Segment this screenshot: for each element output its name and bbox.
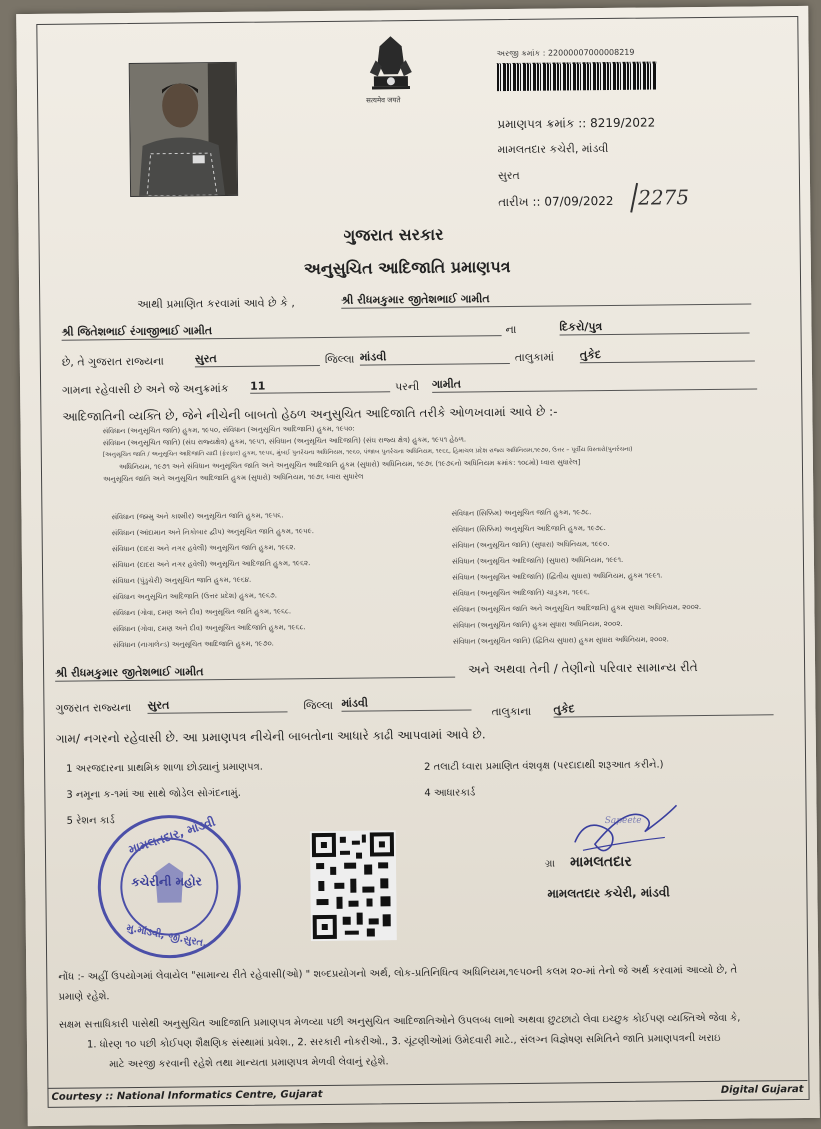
qr-code	[310, 830, 397, 941]
signatory-prefix: ગ્રા	[545, 858, 555, 870]
handwritten-number: 2275	[638, 185, 690, 210]
order-item: સંવિધાન (અનુસૂચિત જાતિ) (સુધારા) અધિનિયમ, ૧૯૯૦.	[451, 539, 610, 550]
application-number: અરજી ક્રમાંક : 22000007000008219	[496, 47, 635, 59]
resident-name: શ્રી રીધમકુમાર જીતેશભાઈ ગામીત	[55, 663, 455, 682]
order-item: સંવિધાન (પુંડુચેરી) અનુસૂચિત જાતિ હુકમ, ૧૯૬૪.	[112, 575, 252, 586]
certificate-title: અનુસુચિત આદિજાતિ પ્રમાણપત્ર	[303, 257, 511, 279]
serial-number: 11	[250, 378, 390, 393]
note-line: માટે અરજી કરવાની રહેશે તથા માન્યતા પ્રમાણપત્ર મેળવી લેવાનું રહેશે.	[109, 1056, 389, 1071]
tribe-value: ગામીત	[432, 374, 757, 392]
document-item: 1 અરજદારના પ્રાથમિક શાળા છોડ્યાનું પ્રમાણપત્ર.	[66, 761, 263, 775]
signature	[564, 797, 685, 858]
district-label: જિલ્લા	[324, 352, 355, 366]
issuing-district: સુરત	[497, 168, 520, 183]
order-line: અધિનિયમ, ૧૯૭૧ અને સંવિધાન અનુસૂચિત જાતિ અને અનુસૂચિત આદિજાતિ હુકમ (સુધારો) અધિનિયમ, ૧૯૭૬ (૧૯૭૬નો અધિનિયમ ક્રમાંક: ૧૦૮મો) ધ્વારા સુધારેલ]	[118, 458, 581, 472]
taluka-value: માંડવી	[360, 349, 510, 366]
tribe-text: આદિજાતિની વ્યક્તિ છે, જેને નીચેની બાબતો હેઠળ અનુસુચિત આદિજાતિ તરીકે ઓળખવામાં આવે છે :-	[62, 404, 558, 424]
issuing-office: મામલતદાર કચેરી, માંડવી	[497, 141, 609, 157]
order-line: અનુસૂચિત જાતિ અને અનુસૂચિત આદિજાતિ હુકમ (સુધારો) અધિનિયમ, ૧૯૭૬ ધ્વારા સુધારેલ	[103, 472, 364, 484]
family-text: અને અથવા તેની / તેણીનો પરિવાર સામાન્ય રીતે	[468, 660, 698, 677]
village-value: તુકેદ	[580, 346, 755, 363]
government-title: ગુજરાત સરકાર	[343, 224, 444, 245]
order-item: સંવિધાન (અનુસૂચિત આદિજાતિ) ચાડુકમ, ૧૯૯૬.	[452, 588, 590, 598]
certificate-number: પ્રમાણપત્ર ક્રમાંક :: 8219/2022	[497, 115, 656, 132]
certify-text: આથી પ્રમાણિત કરવામાં આવે છે કે ,	[137, 296, 295, 311]
order-item: સંવિધાન (ગોવા, દમણ અને દીવ) અનુસૂચિત આદિજાતિ હુકમ, ૧૯૬૮.	[112, 623, 306, 634]
order-line: [અનુસૂચિત જાતિ / અનુસૂચિત આદિજાતિ યાદી (ફેરફાર) હુકમ, ૧૯૫૬, મુંબઈ પુનર્રચના અધિનિયમ, ૧૯૬૦, પંજાબ પુનર્રચના અધિનિયમ, ૧૯૬૬, હિમાચલ પ્રદેશ રાજ્ય અધિનિયમ,૧૯૭૦, ઉત્તર – પૂર્વીય વિસ્તારો(પુનર્રચના)	[102, 445, 633, 459]
barcode	[497, 61, 657, 91]
certificate-page	[16, 6, 820, 1126]
order-line: સંવિધાન (અનુસૂચિત જાતિ) હુકમ, ૧૯૫૦, સંવિધાન (અનુસૂચિત આદિજાતિ) હુકમ, ૧૯૫૦:	[102, 424, 355, 436]
tribe-label: પરની	[395, 379, 420, 394]
emblem-motto: सत्यमेव जयते	[366, 96, 401, 105]
document-item: 2 તલાટી ધ્વારા પ્રમાણિત વંશવૃક્ષ (પરદાદાથી શરૂઆત કરીને.)	[424, 759, 664, 773]
order-item: સંવિધાન (નાગાલેન્ડ) અનુસૂચિત આદિજાતિ હુકમ, ૧૯૭૦.	[112, 639, 274, 650]
order-item: સંવિધાન અનુસૂચિત આદિજાતિ (ઉત્તર પ્રદેશ) હુકમ, ૧૯૬૭.	[112, 591, 278, 602]
order-item: સંવિધાન (સિક્કિમ) અનુસૂચિત આદિજાતિ હુકમ, ૧૯૭૮.	[451, 524, 606, 534]
office-seal-stamp	[95, 812, 245, 962]
applicant-name: શ્રી રીધમકુમાર જીતેશભાઈ ગામીત	[341, 289, 751, 308]
signature-text: Sapeete	[604, 815, 642, 827]
residence-district-value: સુરત	[147, 697, 287, 713]
residence-village-value: તુકેદ	[553, 700, 773, 717]
father-name: શ્રી જિતેશભાઈ રંગાજીભાઈ ગામીત	[61, 321, 501, 341]
document-item: 4 આધારકાર્ડ	[424, 787, 476, 799]
order-item: સંવિધાન (જમ્મુ અને કાશ્મીર) અનુસૂચિત જાતિ હુકમ, ૧૯૫૬.	[111, 511, 284, 522]
relation-value: દિકરો/પુત્ર	[559, 319, 749, 336]
note-line: સક્ષમ સત્તાધિકારી પાસેથી અનુસુચિત આદિજાતિ પ્રમાણપત્ર મેળવ્યા પછી અનુસુચિત આદિજાતિઓને ઉપલબ્ધ લાભો અથવા છુટછાટો લેવા ઇચ્છુક કોઈપણ વ્યક્તિએ જેવા કે,	[58, 1012, 741, 1031]
issue-date: તારીખ :: 07/09/2022	[498, 193, 614, 210]
footer-brand: Digital Gujarat	[720, 1083, 804, 1096]
stamp-bottom-text: મુ.માંડવી, જી.સુરત.	[125, 922, 208, 950]
document-item: 3 નમૂના ક-૧માં આ સાથે જોડેલ સોગંદનામું.	[66, 787, 241, 801]
order-item: સંવિધાન (અનુસૂચિત જાતિ અને અનુસૂચિત આદિજાતિ) હુકમ સુધારા અધિનિયમ, ૨૦૦૨.	[452, 603, 702, 614]
note-line: નોંધ :- અહીં ઉપયોગમાં લેવાયેલ "સામાન્ય રીતે રહેવાસી(ઓ) " શબ્દપ્રયોગનો અર્થ, લોક-પ્રતિનિધિત્વ અધિનિયમ,૧૯૫૦ની કલમ ૨૦-માં તેનો જે અર્થ કરવામાં આવ્યો છે, તે	[58, 964, 738, 983]
order-item: સંવિધાન (સિક્કિમ) અનુસૂચિત જાતિ હુકમ, ૧૯૭૮.	[451, 508, 592, 518]
applicant-photo	[129, 62, 238, 197]
relation-label: ના	[505, 322, 517, 337]
order-item: સંવિધાન (અનુસૂચિત જાતિ) હુકમ સુધારા અધિનિયમ, ૨૦૦૨.	[452, 619, 623, 630]
residence-taluka-value: માંડવી	[341, 695, 471, 711]
taluka-label: તાલુકામાં	[514, 350, 555, 364]
orders-right-column	[451, 507, 701, 654]
order-item: સંવિધાન (ગોવા, દમણ અને દીવ) અનુસૂચિત જાતિ હુકમ, ૧૯૬૮.	[112, 607, 292, 618]
order-line: સંવિધાન (અનુસૂચિત જાતિ) (સંઘ રાજ્યક્ષેત્ર) હુકમ, ૧૯૫૧, સંવિધાન (અનુસૂચિત આદિજાતિ) (સંઘ રાજ્ય ક્ષેત્ર) હુકમ, ૧૯૫૧ હેઠળ.	[102, 435, 467, 448]
signatory-office: મામલતદાર કચેરી, માંડવી	[547, 885, 670, 901]
residence-district-text: જિલ્લા	[303, 698, 334, 713]
note-line: 1. ધોરણ ૧૦ પછી કોઈપણ શૈક્ષણિક સંસ્થામાં પ્રવેશ., 2. સરકારી નોકરીઓ., 3. ચૂંટણીઓમાં ઉમેદવારી માટે., સંલગ્ન વિજ્ઞેષણ સમિતિને જાતિ પ્રમાણપત્રની ખરાઇ	[86, 1032, 721, 1051]
village-text: ગામના રહેવાસી છે અને જે અનુક્રમાંક	[62, 381, 229, 397]
stamp-outer-text: મામલતદાર, માંડવી	[126, 814, 217, 857]
order-item: સંવિધાન (અનુસૂચિત આદિજાતિ) (સુધારા) અધિનિયમ, ૧૯૯૧.	[451, 555, 624, 566]
basis-text: ગામ/ નગરનો રહેવાસી છે. આ પ્રમાણપત્ર નીચેની બાબતોના આધારે કાઢી આપવામાં આવે છે.	[55, 727, 486, 746]
order-item: સંવિધાન (આંદામાન અને નિકોબાર દ્વીપ) અનુસૂચિત જાતિ હુકમ, ૧૯૫૯.	[111, 527, 314, 538]
stamp-inner-text: કચેરીની મહોર	[131, 874, 202, 890]
document-item: 5 રેશન કાર્ડ	[66, 815, 115, 827]
order-item: સંવિધાન (અનુસૂચિત જાતિ) (દ્વિતિય સુધારા) હુકમ સુધારા અધિનિયમ, ૨૦૦૨.	[452, 635, 669, 646]
signatory-title: મામલતદાર	[570, 853, 632, 871]
residence-state-text: ગુજરાત રાજ્યના	[55, 701, 132, 715]
national-emblem-icon	[361, 32, 420, 113]
order-item: સંવિધાન (દાદરા અને નગર હવેલી) અનુસૂચિત જાતિ હુકમ, ૧૯૬૨.	[111, 543, 296, 554]
state-text: છે, તે ગુજરાત રાજ્યના	[61, 354, 165, 369]
note-line: પ્રમાણે રહેશે.	[58, 991, 110, 1003]
order-item: સંવિધાન (દાદરા અને નગર હવેલી) અનુસૂચિત આદિજાતિ હુકમ, ૧૯૬૨.	[111, 559, 311, 570]
orders-left-column	[111, 511, 315, 657]
residence-taluka-text: તાલુકાના	[491, 704, 532, 719]
footer-courtesy: Courtesy :: National Informatics Centre, Gujarat	[51, 1089, 323, 1103]
district-value: સુરત	[195, 351, 320, 367]
order-item: સંવિધાન (અનુસૂચિત આદિજાતિ) (દ્વિતીય સુધારા) અધિનિયમ, હુકમ ૧૯૯૧.	[452, 571, 663, 582]
